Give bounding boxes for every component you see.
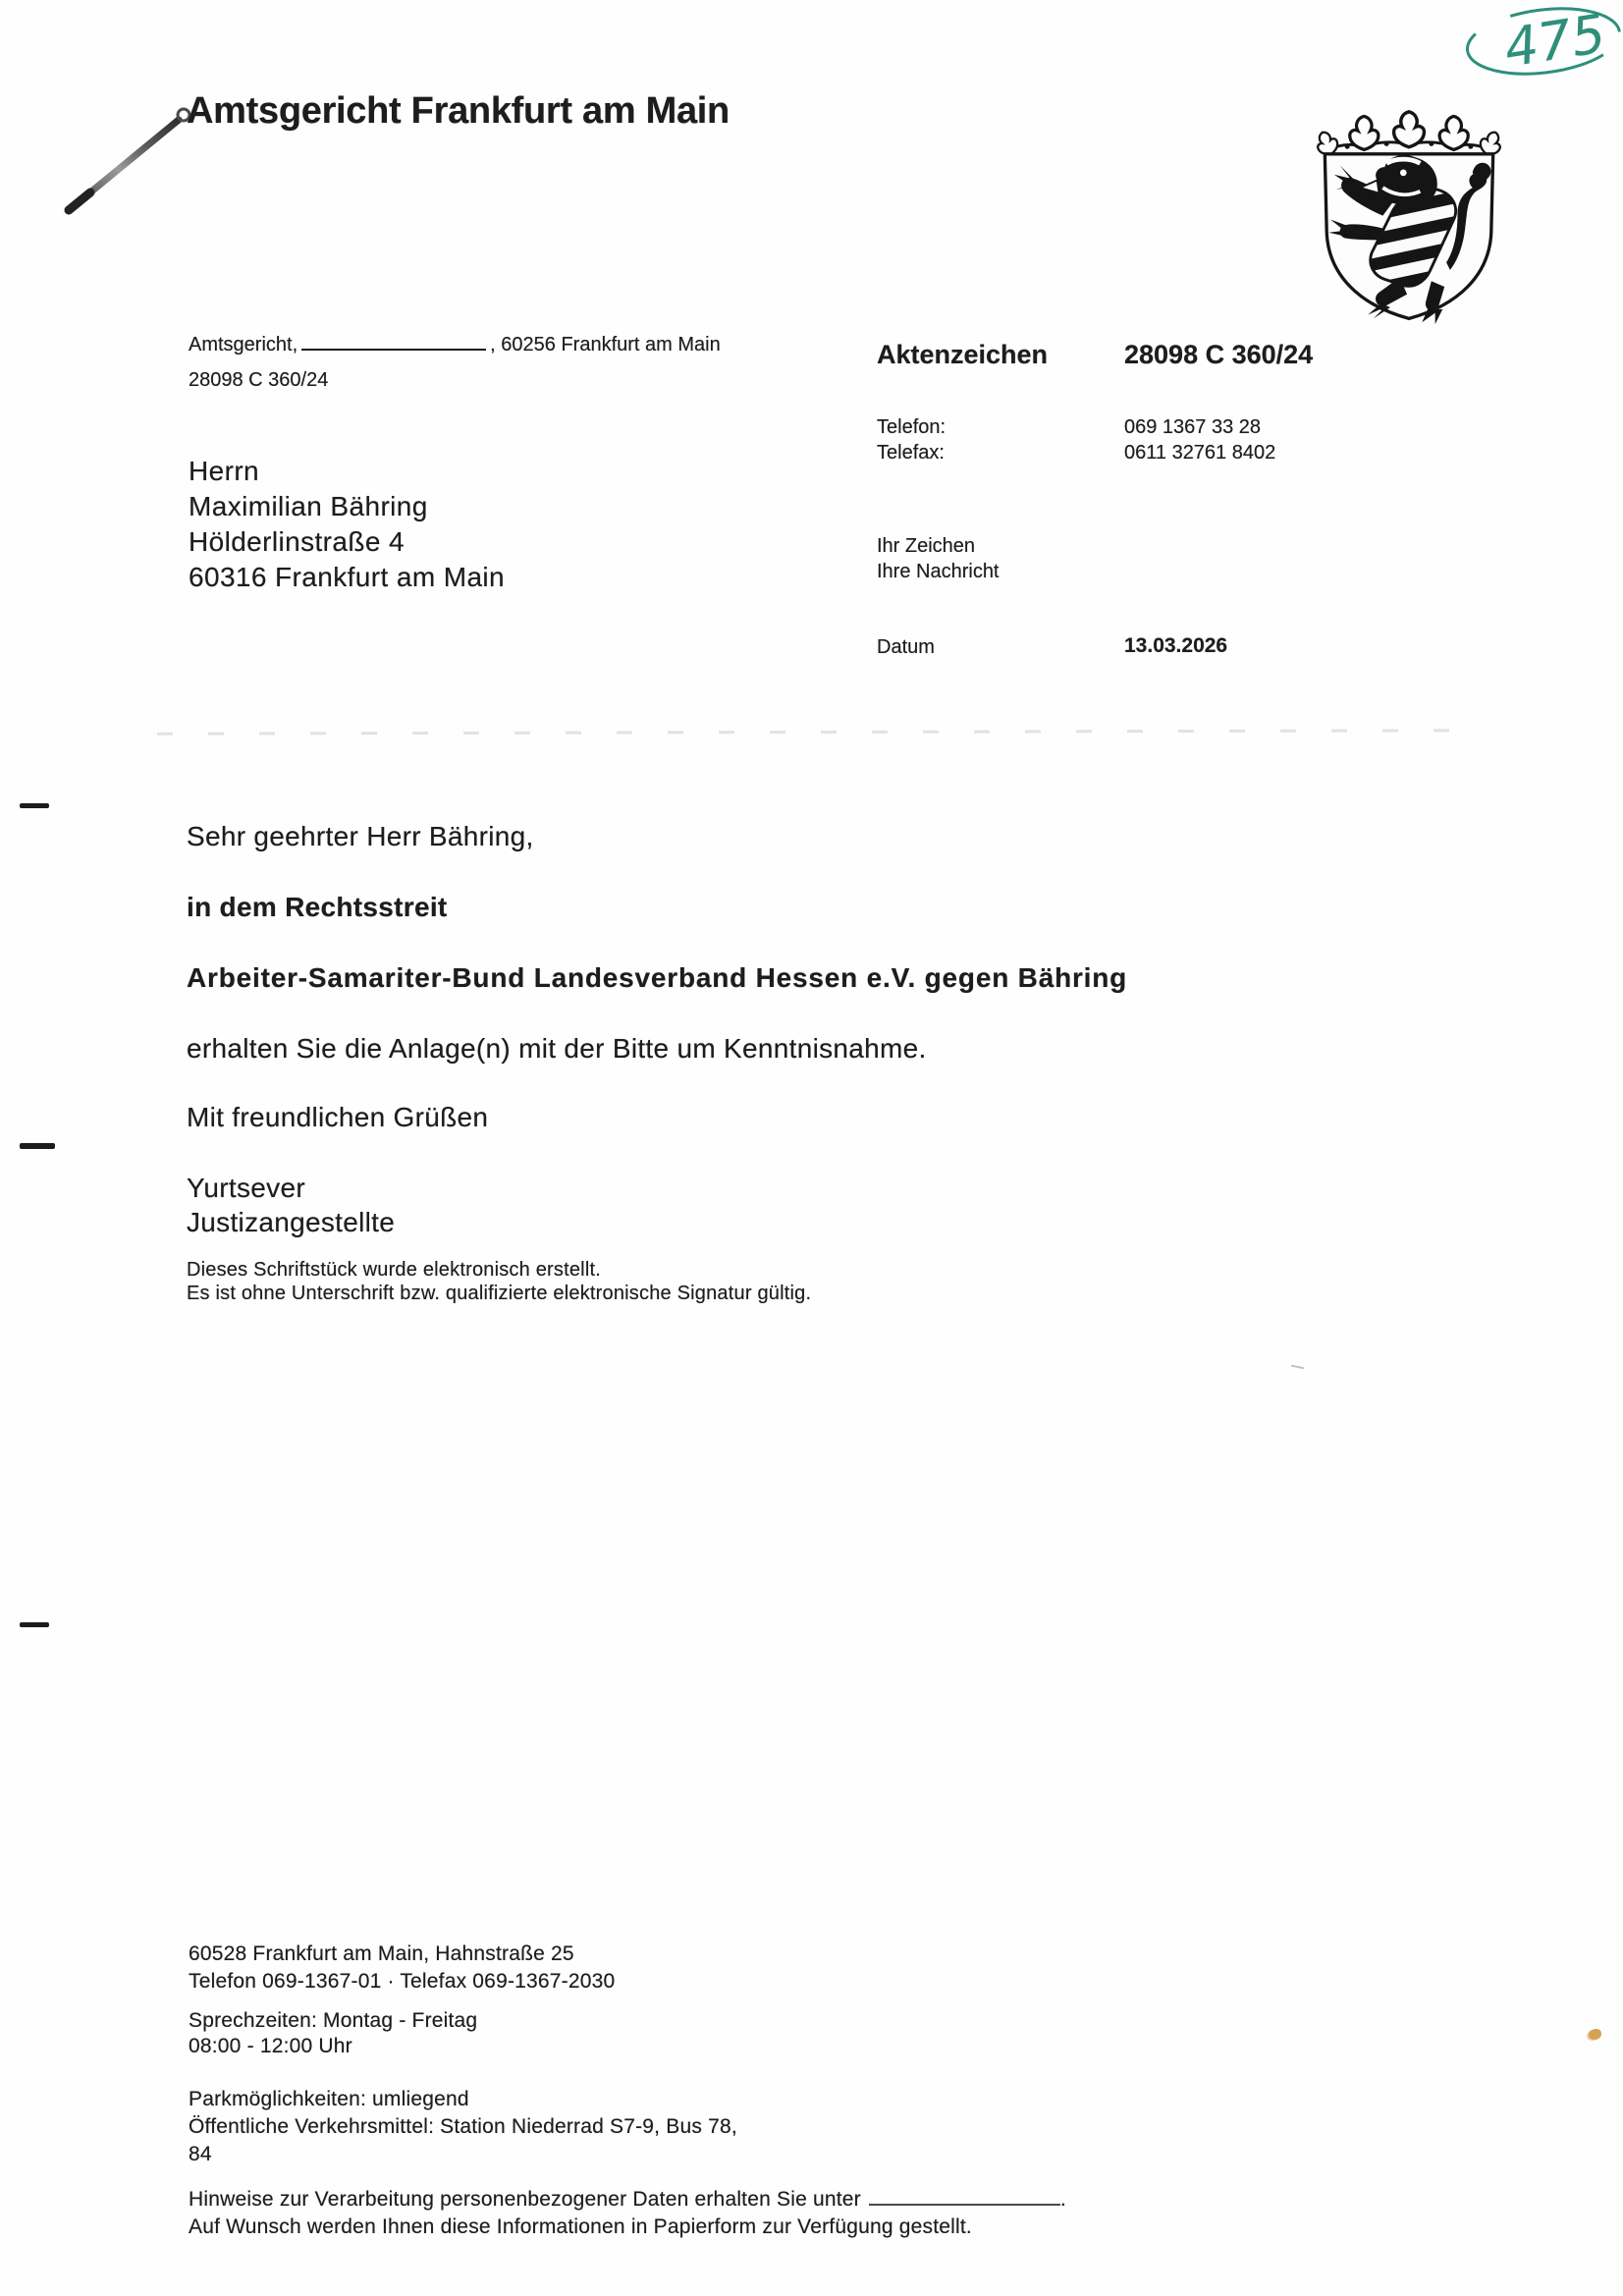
footer-parking: Parkmöglichkeiten: umliegend xyxy=(189,2088,469,2110)
footer-phone-fax: Telefon 069-1367-01 · Telefax 069-1367-2030 xyxy=(189,1970,616,1993)
scan-artifact-tick xyxy=(1291,1356,1306,1369)
telefon-value: 069 1367 33 28 xyxy=(1124,416,1262,438)
body-request: erhalten Sie die Anlage(n) mit der Bitte um Kenntnisnahme. xyxy=(187,1033,927,1064)
fold-mark xyxy=(20,803,49,808)
footer-address: 60528 Frankfurt am Main, Hahnstraße 25 xyxy=(189,1942,574,1965)
signer-title: Justizangestellte xyxy=(187,1207,396,1237)
sender-line-suffix: , 60256 Frankfurt am Main xyxy=(490,334,721,355)
sender-return-line xyxy=(189,334,721,356)
sender-line-prefix: Amtsgericht, xyxy=(189,334,298,355)
footer-transit-line1: Öffentliche Verkehrsmittel: Station Niederrad S7-9, Bus 78, xyxy=(189,2115,737,2138)
footer-hours-line2: 08:00 - 12:00 Uhr xyxy=(189,2035,352,2057)
aktenzeichen-value: 28098 C 360/24 xyxy=(1124,340,1314,369)
recipient-line: Herrn xyxy=(189,456,260,486)
hessen-coat-of-arms xyxy=(1306,92,1512,326)
ihre-nachricht-label: Ihre Nachricht xyxy=(877,561,1000,582)
datum-value: 13.03.2026 xyxy=(1124,634,1228,657)
footer-transit-line2: 84 xyxy=(189,2143,212,2165)
sender-blank-underline xyxy=(301,335,486,351)
ihr-zeichen-label: Ihr Zeichen xyxy=(877,535,976,557)
handwritten-number-text: 475 xyxy=(1499,2,1610,80)
electronic-note-line1: Dieses Schriftstück wurde elektronisch erstellt. xyxy=(187,1259,601,1281)
aktenzeichen-label: Aktenzeichen xyxy=(877,340,1049,369)
hole-punch-mark xyxy=(20,1143,55,1149)
sender-file-number: 28098 C 360/24 xyxy=(189,369,329,391)
datum-label: Datum xyxy=(877,636,935,658)
scan-artifact-speck xyxy=(1589,2029,1601,2040)
privacy-blank-underline xyxy=(869,2190,1060,2206)
telefon-label: Telefon: xyxy=(877,416,947,438)
case-title: Arbeiter-Samariter-Bund Landesverband Hessen e.V. gegen Bähring xyxy=(187,962,1128,993)
fold-mark xyxy=(20,1622,49,1627)
electronic-note-line2: Es ist ohne Unterschrift bzw. qualifizierte elektronische Signatur gültig. xyxy=(187,1283,812,1304)
telefax-value: 0611 32761 8402 xyxy=(1124,442,1276,464)
footer-privacy-line1 xyxy=(189,2188,1066,2212)
recipient-line: Maximilian Bähring xyxy=(189,491,428,521)
page-title: Amtsgericht Frankfurt am Main xyxy=(187,90,730,132)
privacy-text: Hinweise zur Verarbeitung personenbezogener Daten erhalten Sie unter xyxy=(189,2188,861,2211)
footer-hours-line1: Sprechzeiten: Montag - Freitag xyxy=(189,2009,478,2032)
salutation: Sehr geehrter Herr Bähring, xyxy=(187,821,534,851)
recipient-address-block xyxy=(189,454,505,595)
body-intro: in dem Rechtsstreit xyxy=(187,892,448,922)
signer-name: Yurtsever xyxy=(187,1173,305,1203)
telefax-label: Telefax: xyxy=(877,442,945,464)
privacy-period: . xyxy=(1059,2188,1066,2211)
recipient-line: Hölderlinstraße 4 xyxy=(189,526,405,557)
pen-graphic xyxy=(57,98,204,226)
recipient-line: 60316 Frankfurt am Main xyxy=(189,562,506,592)
handwritten-annotation xyxy=(1459,2,1623,81)
footer-privacy-line2: Auf Wunsch werden Ihnen diese Informationen in Papierform zur Verfügung gestellt. xyxy=(189,2215,972,2238)
scan-artifact-streak xyxy=(157,729,1473,736)
closing-phrase: Mit freundlichen Grüßen xyxy=(187,1102,489,1132)
